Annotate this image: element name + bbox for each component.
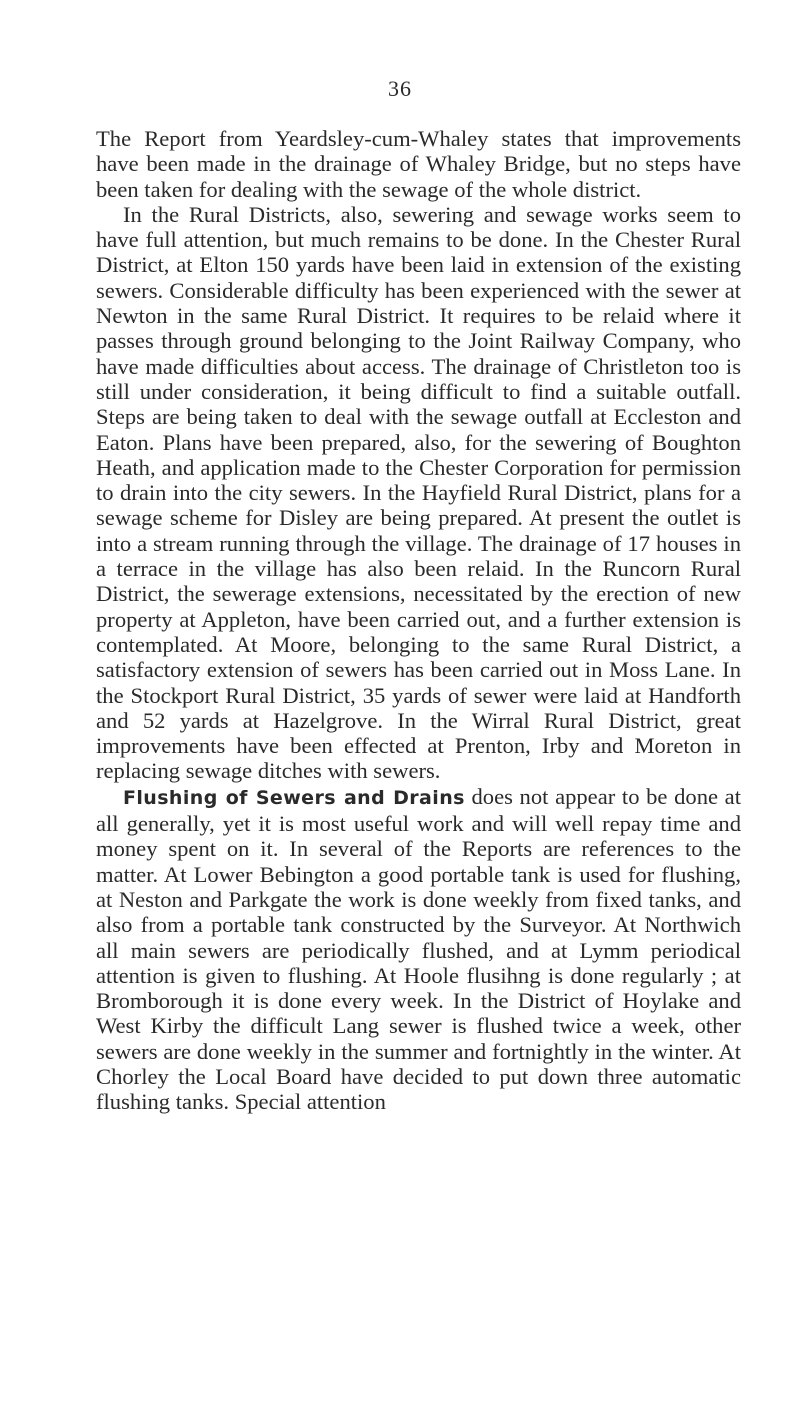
paragraph-text: The Report from Yeardsley-cum-Whaley states that improvements have been made in the drainage of Whaley Bridge, but no steps have been taken for dealing with the sewage of the whole district. bbox=[96, 126, 741, 202]
section-heading: Flushing of Sewers and Drains bbox=[123, 786, 465, 809]
paragraph-yeardsley-report bbox=[96, 126, 741, 202]
paragraph-rural-districts bbox=[96, 202, 741, 784]
page-number: 36 bbox=[388, 76, 412, 101]
paragraph-text: does not appear to be done at all generally, yet it is most useful work and will well repay time and money spent on it. In several of the Reports are references to the matter. At Lower Bebington a good portable tank is used for flushing, at Neston and Parkgate the work is done weekly from fixed tanks, and also from a portable tank constructed by the Surveyor. At Northwich all main sewers are periodically flushed, and at Lymm periodical attention is given to flushing. At Hoole flusihng is done regularly ; at Bromborough it is done every week. In the District of Hoylake and West Kirby the difficult Lang sewer is flushed twice a week, other sewers are done weekly in the summer and fortnightly in the winter. At Chorley the Local Board have decided to put down three automatic flushing tanks. Special attention bbox=[96, 783, 741, 1115]
paragraph-text: In the Rural Districts, also, sewering and sewage works seem to have full attention, but much remains to be done. In the Chester Rural District, at Elton 150 yards have been laid in extension of the existing sewers. Considerable difficulty has been experienced with the sewer at Newton in the same Rural District. It requires to be relaid where it passes through ground belonging to the Joint Railway Company, who have made difficulties about access. The drainage of Christleton too is still under consideration, it being difficult to find a suitable outfall. Steps are being taken to deal with the sewage outfall at Eccleston and Eaton. Plans have been prepared, also, for the sewering of Boughton Heath, and application made to the Chester Corporation for permission to drain into the city sewers. In the Hayfield Rural District, plans for a sewage scheme for Disley are being prepared. At present the outlet is into a stream running through the village. The drainage of 17 houses in a terrace in the village has also been relaid. In the Runcorn Rural District, the sewerage extensions, necessitated by the erection of new property at Appleton, have been carried out, and a further extension is contemplated. At Moore, belonging to the same Rural District, a satisfactory extension of sewers has been carried out in Moss Lane. In the Stockport Rural District, 35 yards of sewer were laid at Handforth and 52 yards at Hazelgrove. In the Wirral Rural District, great improvements have been effected at Prenton, Irby and Moreton in replacing sewage ditches with sewers. bbox=[96, 201, 741, 784]
body-text bbox=[96, 126, 741, 1115]
paragraph-flushing bbox=[96, 784, 741, 1115]
